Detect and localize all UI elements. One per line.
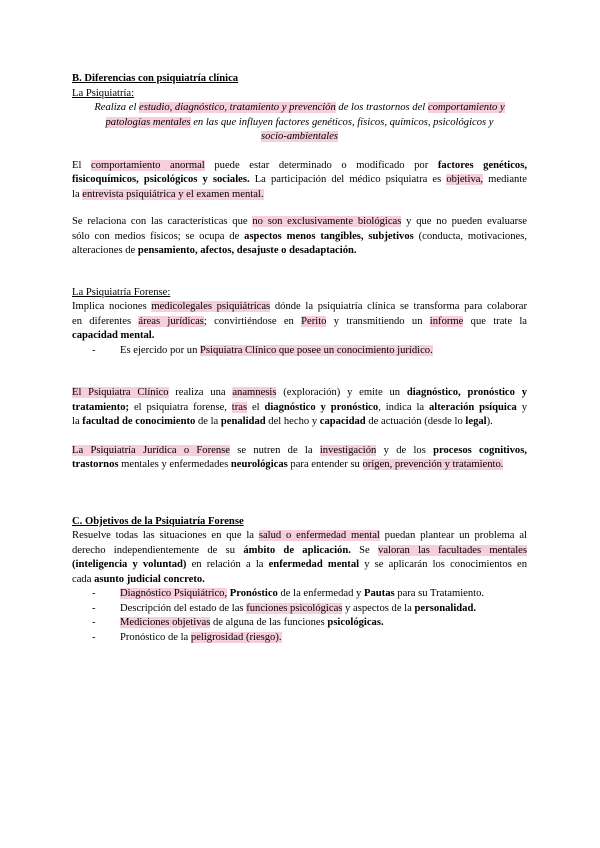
list-item: - Es ejercido por un Psiquiatra Clínico que posee un conocimiento jurídico. (92, 344, 433, 356)
subtitle-psiquiatria: La Psiquiatría: (72, 87, 135, 99)
definition-line-1: Realiza el estudio, diagnóstico, tratamiento y prevención de los trastornos del comportamiento y (94, 102, 505, 113)
paragraph-comportamiento: El comportamiento anormal puede estar determinado o modificado por factores genéticos, fisicoquímicos, psicológicos y sociales. La participación del médico psiquiatra es objetiva, mediante la entrevista psiquiátrica y el examen mental. (72, 159, 527, 200)
document-page (72, 72, 527, 645)
section-b-title: B. Diferencias con psiquiatría clínica (72, 73, 239, 84)
definition-block (72, 101, 527, 145)
paragraph-psiquiatra-clinico: El Psiquiatra Clínico realiza una anamnesis (exploración) y emite un diagnóstico, pronóstico y tratamiento; el psiquiatra forense, tras el diagnóstico y pronóstico, indica la alteración psíquica y la facultad de conocimiento de la penalidad del hecho y capacidad de actuación (desde lo legal). (72, 387, 527, 427)
section-c-title: C. Objetivos de la Psiquiatría Forense (72, 515, 244, 527)
subtitle-forense: La Psiquiatría Forense: (72, 286, 171, 298)
paragraph-relaciona: Se relaciona con las características que no son exclusivamente biológicas y que no pueden evaluarse sólo con medios físicos; se ocupa de aspectos menos tangibles, subjetivos (conducta, motivaciones, alteraciones de pensamiento, afectos, desajuste o desadaptación. (72, 216, 527, 256)
objectives-list (72, 587, 527, 645)
list-item: - Diagnóstico Psiquiátrico, Pronóstico de la enfermedad y Pautas para su Tratamiento. (92, 588, 485, 599)
paragraph-juridica: La Psiquiatría Jurídica o Forense se nutren de la investigación y de los procesos cognitivos, trastornos mentales y enfermedades neurológicas para entender su origen, prevención y tratamiento. (72, 444, 527, 470)
paragraph-resuelve: Resuelve todas las situaciones en que la salud o enfermedad mental puedan plantear un problema al derecho independientemente de su ámbito de aplicación. Se valoran las facultades mentales (inteligencia y voluntad) en relación a la enfermedad mental y se aplicarán los conocimientos en cada asunto judicial concreto. (72, 530, 527, 585)
definition-line-3: socio-ambientales (260, 131, 339, 142)
list-item: - Mediciones objetivas de alguna de las funciones psicológicas. (92, 617, 384, 628)
list-item: - Pronóstico de la peligrosidad (riesgo). (92, 631, 282, 643)
definition-line-2: patologías mentales en las que influyen factores genéticos, físicos, químicos, psicológicos y (105, 116, 494, 128)
paragraph-medicolegales: Implica nociones medicolegales psiquiátricas dónde la psiquiatría clínica se transforma para colaborar en diferentes áreas jurídicas; convirtiéndose en Perito y transmitiendo un informe que trate la capacidad mental. (72, 301, 527, 341)
list-item: - Descripción del estado de las funciones psicológicas y aspectos de la personalidad. (92, 602, 477, 614)
